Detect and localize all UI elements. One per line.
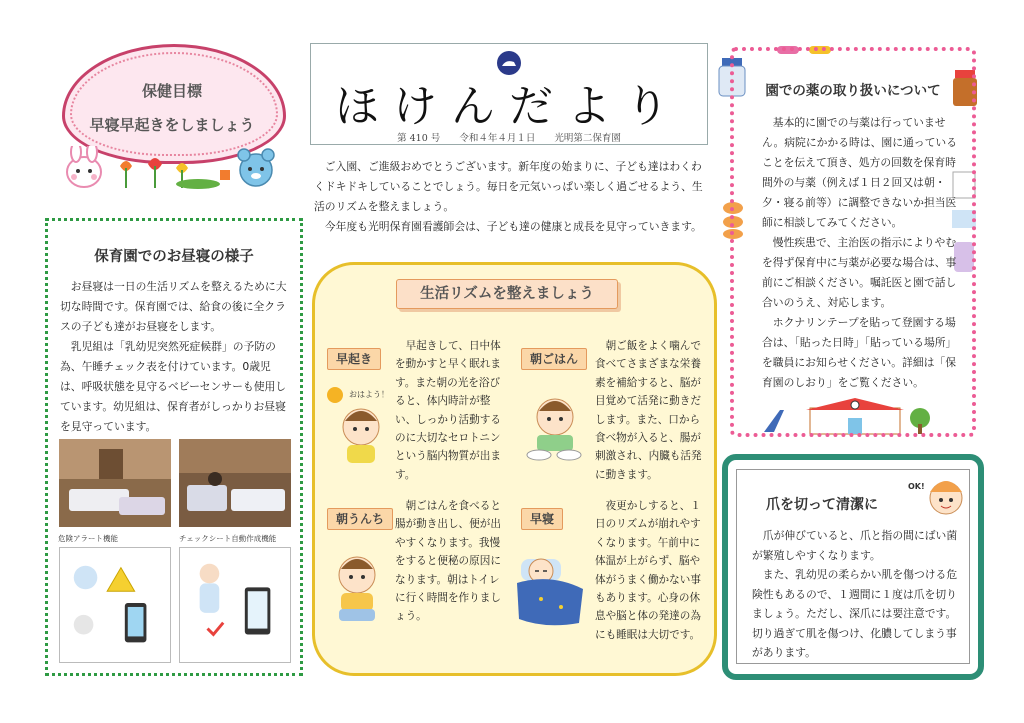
medicine-title: 園での薬の取り扱いについて	[765, 83, 941, 99]
nap-children-photo	[179, 439, 291, 527]
early-rising-tag: 早起き	[327, 348, 381, 370]
nursery-name: 光明第二保育園	[554, 133, 621, 144]
medicine-paragraph: ホクナリンテープを貼って登園する場合は、「貼った日時」「貼っている場所」を職員にお知らせください。詳細は「保育園のしおり」をご覧ください。	[762, 316, 957, 389]
eating-child-illustration	[523, 389, 589, 465]
baby-sensor-alert-illustration	[59, 547, 171, 663]
newsletter-header	[310, 43, 708, 145]
intro-paragraph: ご入園、ご進級おめでとうございます。新年度の始まりに、子ども達はわくわくドキドキしていることでしょう。毎日を元気いっぱい楽しく過ごせるよう、生活のリズムを整えましょう。	[314, 160, 703, 213]
early-rising-text: 早起きして、日中体を動かすと早く眠れます。また朝の光を浴びると、体内時計が整い、しっかり活動するのに大切なセロトニンという脳内物質が出ます。	[395, 340, 501, 481]
alert-caption: 危険アラート機能	[58, 534, 118, 543]
checksheet-caption: チェックシート自動作成機能	[179, 534, 277, 543]
ok-speech: OK!	[908, 482, 925, 491]
intro-paragraph: 今年度も光明保育園看護師会は、子ども達の健康と成長を見守っていきます。	[324, 220, 702, 233]
nap-body	[60, 277, 290, 437]
newsletter-title: ほけんだより	[335, 81, 683, 132]
health-goal-box	[48, 38, 296, 188]
morning-poop-text: 朝ごはんを食べると腸が動き出し、便が出やすくなります。我慢をすると便秘の原因になります。朝はトイレに行く時間を作りましょう。	[395, 500, 501, 623]
sleeping-child-illustration	[511, 547, 589, 627]
nail-body	[752, 526, 964, 663]
intro-text	[314, 157, 710, 237]
ok-girl-illustration	[910, 470, 970, 522]
breakfast-tag: 朝ごはん	[521, 348, 587, 370]
checksheet-illustration	[179, 547, 291, 663]
early-sleep-tag: 早寝	[521, 508, 563, 530]
medicine-body	[762, 113, 964, 393]
nap-title: 保育園でのお昼寝の様子	[94, 249, 254, 265]
medicine-paragraph: 基本的に園での与薬は行っていません。病院にかかる時は、園に通っていることを伝えて頂き、処方の回数を保育時間外の与薬（例えば１日２回又は朝・夕・寝る前等）に調整できないか担当医師に相談してみてください。	[762, 116, 957, 229]
life-rhythm-section	[312, 262, 717, 676]
nap-paragraph: 乳児組は「乳幼児突然死症候群」の予防の為、午睡チェック表を付けています。0歳児は、呼吸状態を見守るベビーセンサーも使用しています。幼児組は、保育者がしっかりお昼寝を見守っています。	[60, 340, 287, 433]
rabbit-and-tulips-illustration	[48, 146, 296, 190]
morning-poop-tag: 朝うんち	[327, 508, 393, 530]
waking-child-illustration	[323, 385, 389, 465]
medicine-paragraph: 慢性疾患で、主治医の指示によりやむを得ず保育中に与薬が必要な場合は、事前にご相談ください。嘱託医と園で話し合いのうえ、対応します。	[762, 236, 957, 309]
nail-paragraph: 爪が伸びていると、爪と指の間にばい菌が繁殖しやすくなります。	[752, 529, 958, 562]
nap-room-photo	[59, 439, 171, 527]
life-rhythm-title: 生活リズムを整えましょう	[396, 279, 618, 309]
toilet-child-illustration	[325, 549, 391, 625]
health-goal-label: 保健目標	[141, 82, 202, 100]
nail-paragraph: また、乳幼児の柔らかい肌を傷つける危険性もあるので、１週間に１度は爪を切りましょう。ただし、深爪には要注意です。切り過ぎて肌を傷つけ、化膿してしまう事があります。	[752, 568, 958, 659]
breakfast-text: 朝ご飯をよく噛んで食べてさまざまな栄養素を補給すると、脳が目覚めて活発に動きだします。また、口から食べ物が入ると、腸が刺激され、内臓も活発に動きます。	[595, 340, 702, 481]
nail-section	[722, 454, 984, 680]
nap-paragraph: お昼寝は一日の生活リズムを整えるために大切な時間です。保育園では、給食の後に全クラスの子ども達がお昼寝をします。	[60, 280, 287, 333]
nap-section	[45, 218, 303, 676]
early-sleep-text: 夜更かしすると、１日のリズムが崩れやすくなります。午前中に体温が上がらず、脳や体がうまく働かない事もあります。心身の休息や脳と体の発達の為にも睡眠は大切です。	[595, 500, 701, 641]
issue-number: 第 410 号	[397, 133, 441, 144]
nail-title: 爪を切って清潔に	[766, 497, 878, 513]
good-morning-speech: おはよう！	[349, 390, 389, 399]
health-goal-text: 早寝早起きをしましょう	[89, 116, 255, 134]
issue-date: 令和４年４月１日	[459, 133, 536, 144]
issue-line	[311, 130, 707, 144]
medicine-section	[730, 47, 976, 437]
